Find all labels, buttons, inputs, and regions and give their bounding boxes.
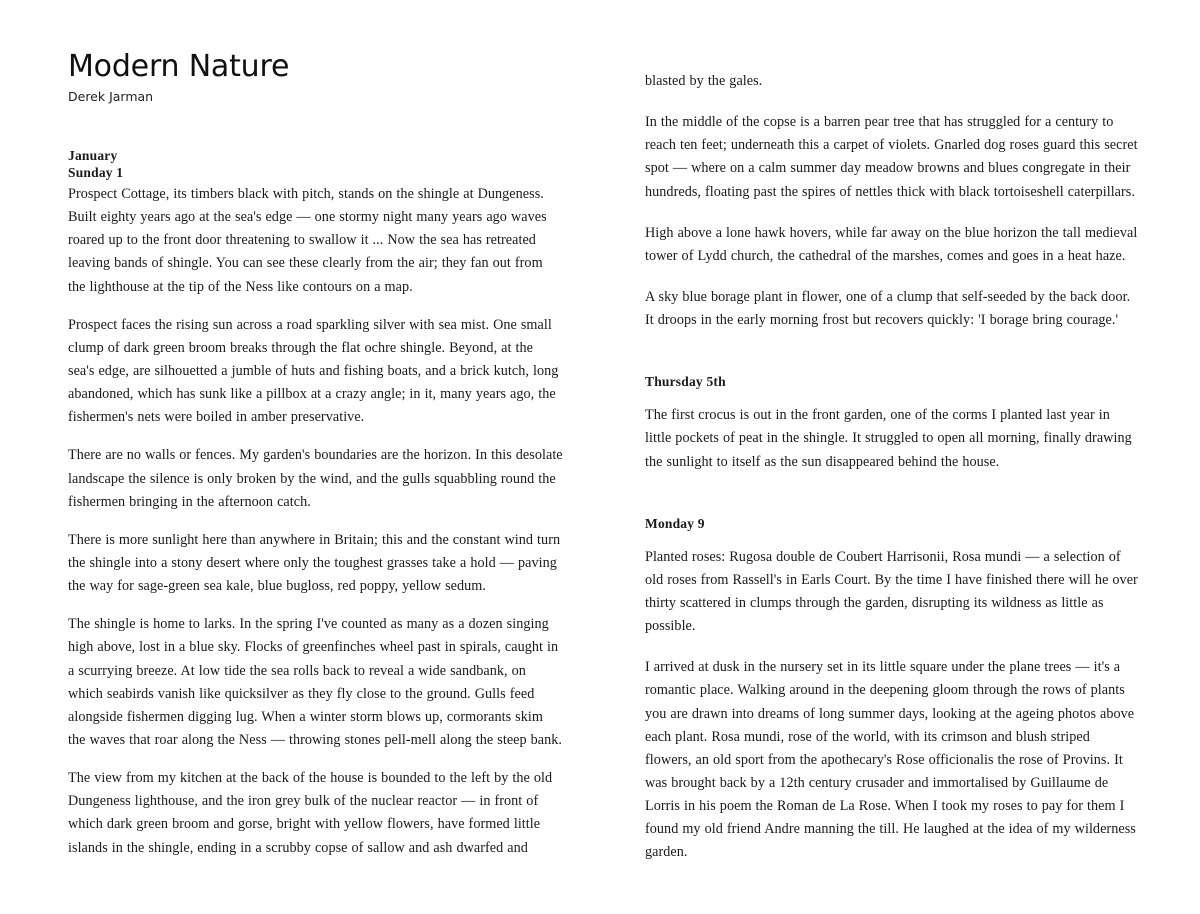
page-title: Modern Nature bbox=[68, 49, 290, 84]
paragraph: The first crocus is out in the front garden, one of the corms I planted last year in little pockets of peat in the shingle. It struggled to open all morning, finally drawing the sunlight to itself as the sun disappeared behind the house. bbox=[645, 407, 1132, 470]
right-column bbox=[645, 50, 1140, 874]
paragraph-continuation: blasted by the gales. bbox=[645, 73, 763, 89]
paragraph: A sky blue borage plant in flower, one of a clump that self-seeded by the back door. It droops in the early morning frost but recovers quickly: 'I borage bring courage.' bbox=[645, 288, 1131, 329]
paragraph: The view from my kitchen at the back of the house is bounded to the left by the old Dungeness lighthouse, and the iron grey bulk of the nuclear reactor — in front of which dark green broom and gorse, bright with yellow flowers, have formed little islands in the shingle, ending in a scrubby copse of sallow and ash dwarfed and bbox=[68, 770, 553, 856]
paragraph: Prospect Cottage, its timbers black with pitch, stands on the shingle at Dungeness. Built eighty years ago at the sea's edge — one stormy night many years ago waves roared up to the front door threatening to swallow it ... Now the sea has retreated leaving bands of shingle. You can see these clearly from the air; they fan out from the lighthouse at the tip of the Ness like contours on a map. bbox=[68, 186, 547, 295]
paragraph: There is more sunlight here than anywhere in Britain; this and the constant wind turn the shingle into a stony desert where only the toughest grasses take a hold — paving the way for sage-green sea kale, blue bugloss, red poppy, yellow sedum. bbox=[68, 531, 561, 595]
paragraph: There are no walls or fences. My garden's boundaries are the horizon. In this desolate landscape the silence is only broken by the wind, and the gulls squabbling round the fishermen bringing in the afternoon catch. bbox=[68, 447, 563, 510]
month-heading: January bbox=[68, 148, 118, 163]
paragraph: The shingle is home to larks. In the spring I've counted as many as a dozen singing high above, lost in a blue sky. Flocks of greenfinches wheel past in spirals, caught in a scurrying breeze. At low tide the sea rolls back to reveal a wide sandbank, on which seabirds vanish like quicksilver as they fly close to the ground. Gulls feed alongside fishermen digging lug. When a winter storm blows up, cormorants skim the waves that roar along the Ness — throwing stones pell-mell along the steep bank. bbox=[68, 616, 563, 748]
paragraph: Prospect faces the rising sun across a road sparkling silver with sea mist. One small clump of dark green broom breaks through the flat ochre shingle. Beyond, at the sea's edge, are silhouetted a jumble of huts and fishing boats, and a brick kutch, long abandoned, which has sunk like a pillbox at a crazy angle; in it, many years ago, the fishermen's nets were boiled in amber preservative. bbox=[68, 316, 559, 426]
entry-heading-thursday: Thursday 5th bbox=[645, 374, 726, 390]
paragraph: Planted roses: Rugosa double de Coubert Harrisonii, Rosa mundi — a selection of old roses from Rassell's in Earls Court. By the time I have finished there will he over thirty scattered in clumps through the garden, disrupting its wildness as little as possible. bbox=[645, 548, 1138, 635]
paragraph: I arrived at dusk in the nursery set in its little square under the plane trees — it's a romantic place. Walking around in the deepening gloom through the rows of plants you are drawn into dreams of long summer days, looking at the ageing photos above each plant. Rosa mundi, rose of the world, with its crimson and blush striped flowers, an old sport from the apothecary's Rose officionalis the rose of Provins. It was brought back by a 12th century crusader and immortalised by Guillaume de Lorris in his poem the Roman de La Rose. When I took my roses to pay for them I found my old friend Andre manning the till. He laughed at the idea of my wilderness garden. bbox=[645, 659, 1136, 861]
entry-heading-monday: Monday 9 bbox=[645, 515, 705, 531]
entry-heading-sunday: Sunday 1 bbox=[68, 165, 124, 180]
left-column bbox=[68, 50, 563, 874]
paragraph: High above a lone hawk hovers, while far away on the blue horizon the tall medieval tower of Lydd church, the cathedral of the marshes, comes and goes in a heat haze. bbox=[645, 224, 1138, 264]
paragraph: In the middle of the copse is a barren pear tree that has struggled for a century to reach ten feet; underneath this a carpet of violets. Gnarled dog roses guard this secret spot — where on a calm summer day meadow browns and blues congregate in their hundreds, floating past the spires of nettles thick with black tortoiseshell caterpillars. bbox=[645, 114, 1138, 200]
author-name: Derek Jarman bbox=[68, 89, 154, 104]
